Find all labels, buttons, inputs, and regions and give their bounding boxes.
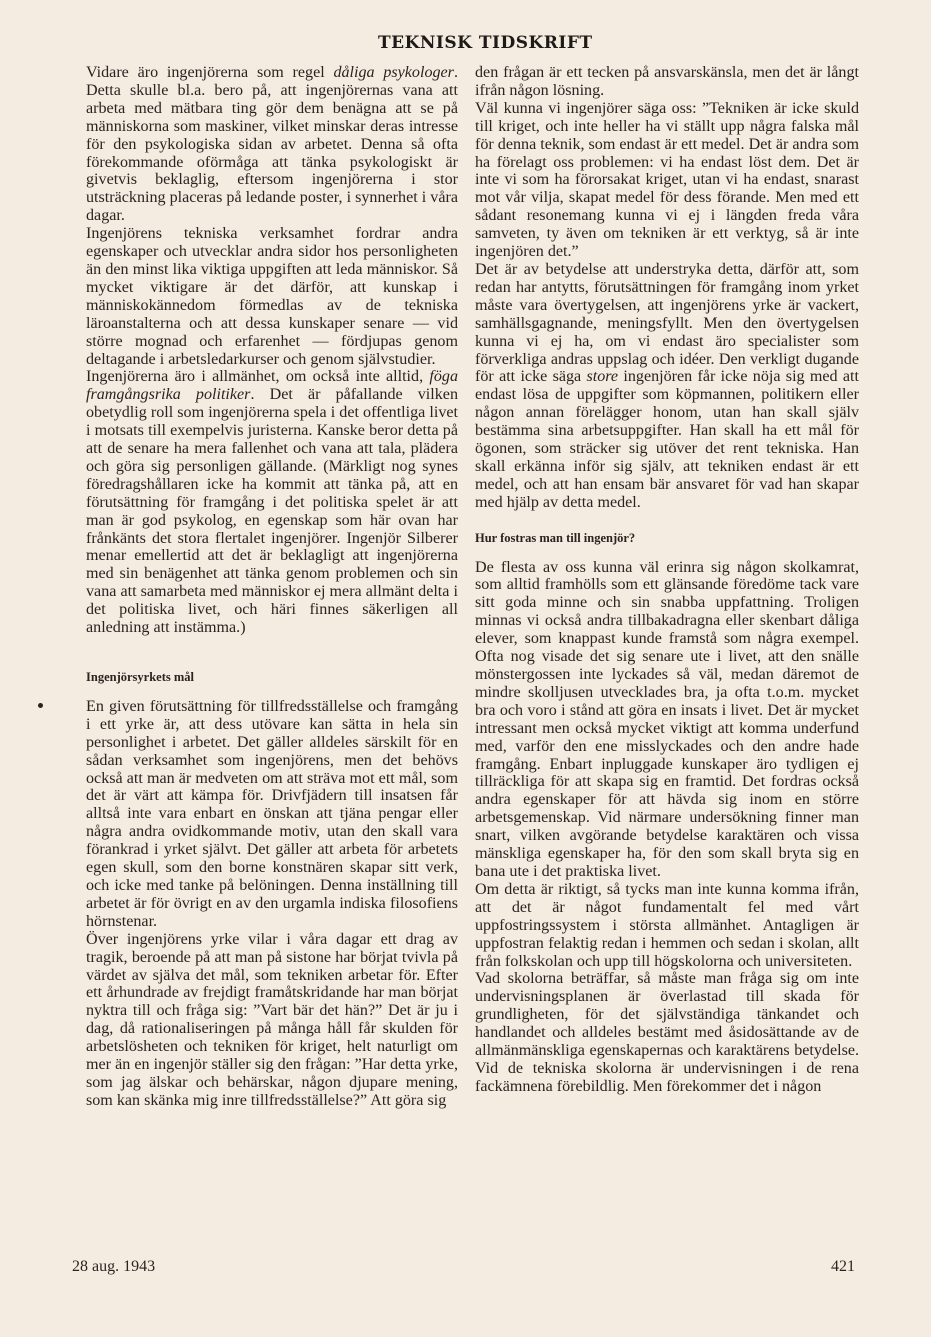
paragraph: Ingenjörens tekniska verksamhet fordrar andra egenskaper och utvecklar andra sidor hos personligheten än den minst lika viktiga uppgiften att leda människor. Så mycket viktigare är det därför, att kunskap i människokännedom förmedlas av de tekniska läroanstalterna och att dessa kunskaper senare — vid större mognad och erfarenhet — fördjupas genom deltagande i arbetsledarkurser och genom självstudier. (86, 225, 458, 368)
paragraph: De flesta av oss kunna väl erinra sig någon skolkamrat, som alltid framhölls som ett glänsande föredöme tack vare sitt goda minne och sin snabba uppfattning. Troligen minnas vi också andra tillbakadragna eller skenbart dåliga elever, som knappast kunde framstå som några exempel. Ofta nog visade det sig senare ute i livet, att den snälle mönstergossen inte lyckades så väl, medan däremot de mindre skolljusen utvecklades bra, ja ofta t.o.m. mycket bra och voro i stånd att göra en insats i livet. Det är mycket intressant men också mycket viktigt att komma underfund med, varför den ene misslyckades och den andre hade framgång. Enbart inpluggade kunskaper äro tydligen ej tillräckliga för att skapa sig en framtid. Det fordras också andra egenskaper för att hävda sig inom en större arbetsgemenskap. Vid närmare undersökning finner man snart, vilken avgörande betydelse karaktären och vissa mänskliga egenskaper ha, för den som skall bryta sig en bana ute i det praktiska livet. (475, 558, 859, 880)
paragraph: En given förutsättning för tillfredsställelse och framgång i ett yrke är, att dess utövare kan sätta in hela sin personlighet i arbetet. Det gäller alldeles särskilt för en sådan verksamhet som ingenjörens, men det behövs också att man är medveten om att sträva mot ett mål, som det är värt att kämpa för. Drivfjädern till insatsen får alltså inte vara enbart en önskan att tjäna pengar eller några andra ovidkommande motiv, utan den skall vara förankrad i yrket självt. Det gäller att arbeta för arbetets egen skull, som den borne konstnären skapar sitt verk, och icke med tanke på belöningen. Denna inställning till arbetet är för övrigt en av den urgamla indiska filosofiens hörnstenar. (86, 697, 458, 930)
paragraph: Över ingenjörens yrke vilar i våra dagar ett drag av tragik, beroende på att man på sistone har börjat tvivla på värdet av själva det mål, som tekniken arbetar för. Efter ett århundrade av frejdigt framåtskridande har man börjat nyktra till och fråga sig: ”Vart bär det hän?” Det är ju i dag, då rationaliseringen på många håll får skulden för arbetslösheten och tekniken för kriget, helt naturligt om mer än en ingenjör ställer sig den frågan: ”Har detta yrke, som jag älskar och behärskar, någon djupare mening, som kan skänka mig inre tillfredsställelse?” Att göra sig (86, 930, 458, 1109)
right-column (475, 64, 859, 1096)
paragraph: Om detta är riktigt, så tycks man inte kunna komma ifrån, att det är något fundamentalt fel med vårt uppfostringssystem i största allmänhet. Antagligen är uppfostran felaktig redan i hemmen och sedan i skolan, allt från folkskolan och upp till högskolorna och universiteten. (475, 880, 859, 970)
margin-dot (38, 703, 43, 708)
paragraph: den frågan är ett tecken på ansvarskänsla, men det är långt ifrån någon lösning. (475, 64, 859, 99)
journal-title: TEKNISK TIDSKRIFT (378, 33, 593, 53)
left-column (86, 64, 458, 1110)
paragraph: Väl kunna vi ingenjörer säga oss: ”Tekniken är icke skuld till kriget, och inte heller ha vi ställt upp några falska mål för denna teknik, som endast är ett medel. Det är andra som ha förelagt oss problemen: vi ha endast löst dem. Det är inte vi som ha förorsakat kriget, utan vi ha endast, snarast mot vår vilja, skapat medel för dess förande. Men med ett sådant resonemang kunna vi ej i längden freda våra samveten, ty även om tekniken är ett verktyg, så är inte ingenjören det.” (475, 99, 859, 261)
section-heading: Ingenjörsyrkets mål (86, 670, 194, 684)
section-heading: Hur fostras man till ingenjör? (475, 530, 636, 545)
paragraph: Vad skolorna beträffar, så måste man fråga sig om inte undervisningsplanen är överlastad till skada för grundligheten, för det självständiga tänkandet och handlandet och alldeles bestämt med åsidosättande av de allmänmänskliga egenskapernas och karaktärens betydelse. Vid de tekniska skolorna är undervisningen i de rena fackämnena förebildlig. Men förekommer det i någon (475, 970, 859, 1095)
issue-date: 28 aug. 1943 (72, 1258, 156, 1275)
paragraph: Ingenjörerna äro i allmänhet, om också inte alltid, föga framgångsrika politiker. Det är påfallande vilken obetydlig roll som ingenjörerna spela i det offentliga livet i motsats till exempelvis juristerna. Kanske beror detta på att de senare ha mera fallenhet och vana att tala, plädera och göra sig personligen gällande. (Märkligt nog synes föredragshållaren icke ha kommit att tänka på, att en förutsättning för framgång i det politiska spelet är att man är god psykolog, en egenskap som här ovan har frånkänts det stora flertalet ingenjörer. Ingenjör Silberer menar emellertid att det är beklagligt att ingenjörerna med sin benägenhet att tänka genom problemen och sin vana att samarbeta med människor ej mera allmänt delta i det politiska livet, och häri finnes säkerligen all anledning att instämma.) (86, 368, 458, 637)
page-number: 421 (831, 1258, 855, 1275)
paragraph: Vidare äro ingenjörerna som regel dåliga psykologer. Detta skulle bl.a. bero på, att ingenjörernas vana att arbeta med mätbara ting gör dem benägna att se på människorna som maskiner, vilket minskar deras intresse för den psykologiska sidan av arbetet. Denna så ofta förekommande oförmåga att tänka psykologiskt är givetvis beklaglig, eftersom ingenjörerna i stor utsträckning placeras på ledande poster, i synnerhet i våra dagar. (86, 64, 458, 225)
paragraph: Det är av betydelse att understryka detta, därför att, som redan har antytts, förutsättningen för framgång inom yrket måste vara övertygelsen, att ingenjörens yrke är vackert, samhällsgagnande, meningsfyllt. Men den övertygelsen kunna vi ej ha, om vi endast äro specialister som förverkliga andras uppslag och idéer. Den verkligt dugande för att icke säga store ingenjören får icke nöja sig med att endast lösa de uppgifter som köpmannen, politikern eller någon annan förelägger honom, utan han skall själv bestämma sina arbetsuppgifter. Han skall ha ett mål för ögonen, som sträcker sig utöver det rent tekniska. Han skall erkänna inför sig själv, att tekniken endast är ett medel, och att han ensam bär ansvaret för vad han skapar med hjälp av detta medel. (475, 260, 859, 511)
